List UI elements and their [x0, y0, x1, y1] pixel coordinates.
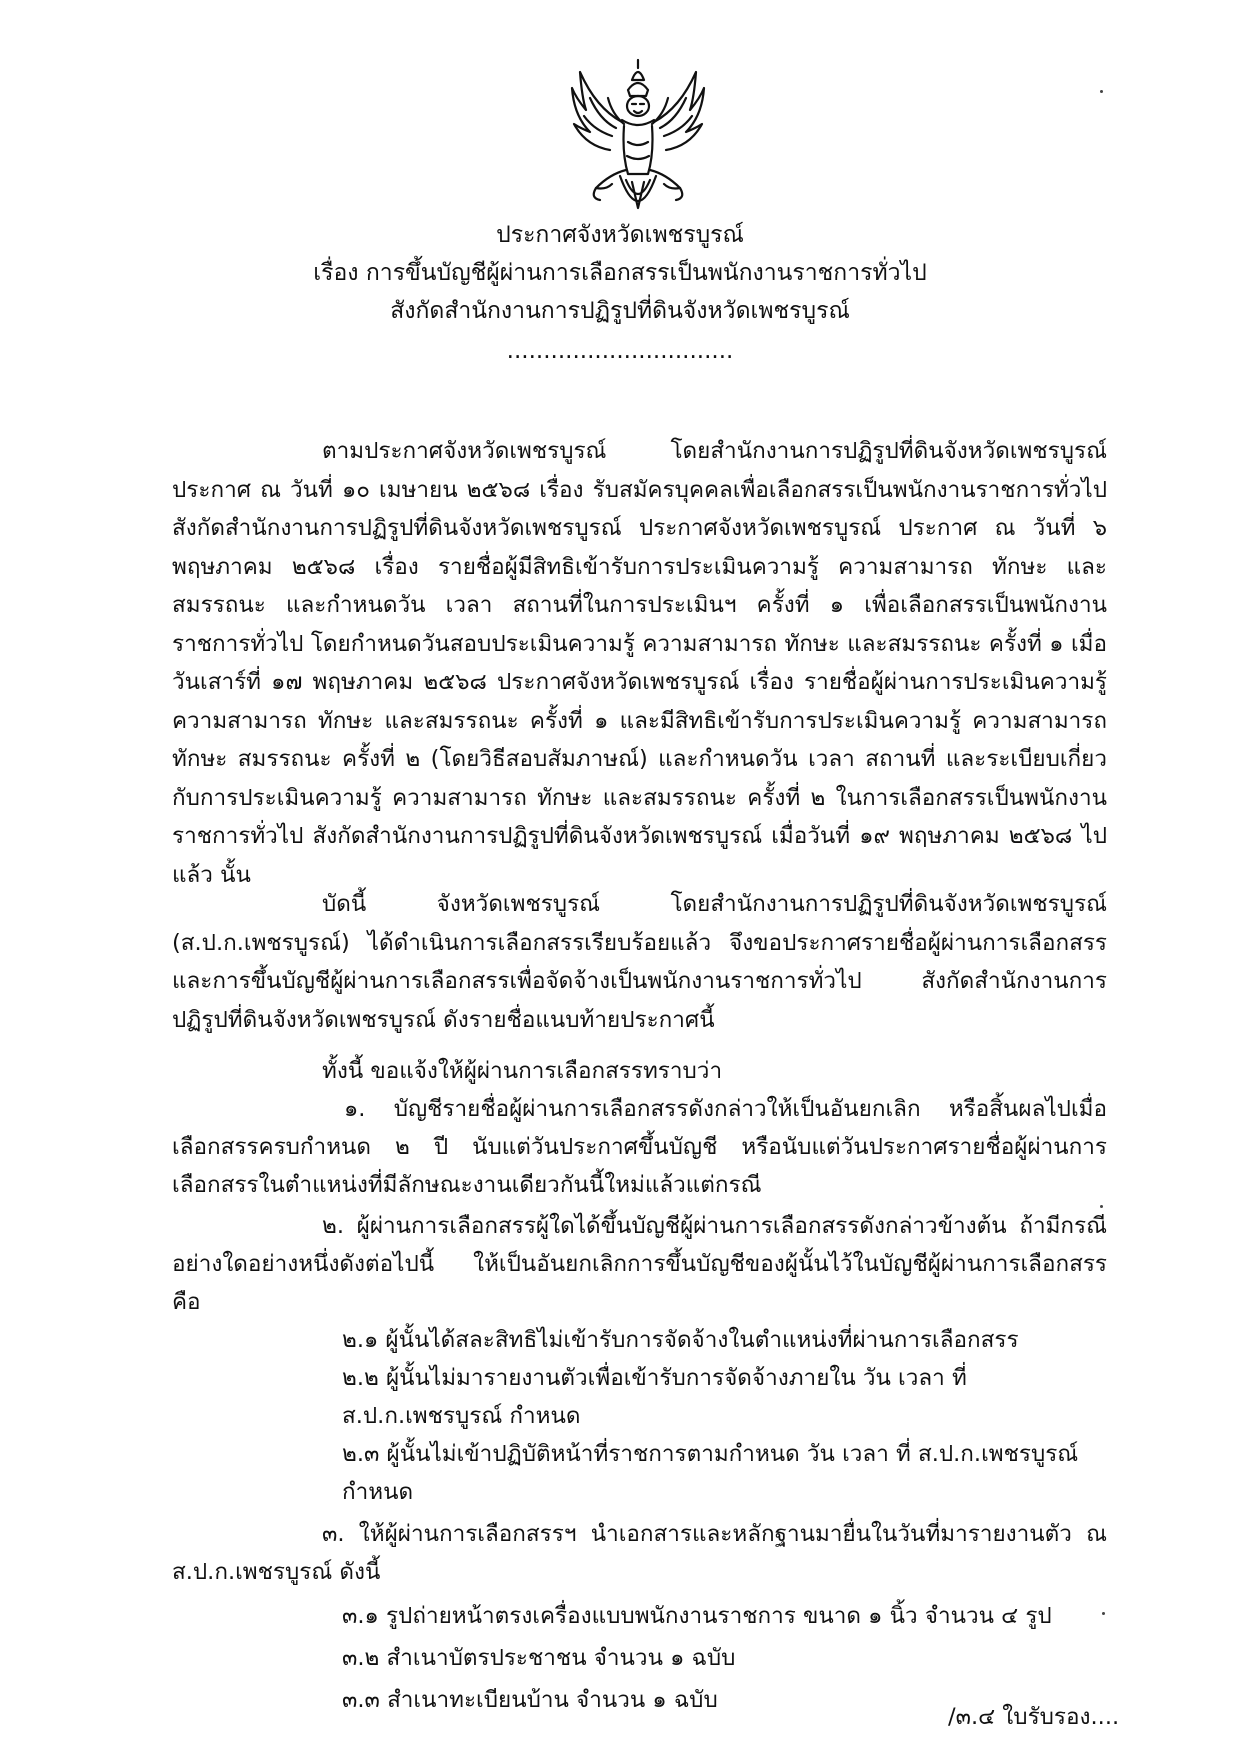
paragraph-background: ตามประกาศจังหวัดเพชรบูรณ์ โดยสำนักงานการปฏิรูปที่ดินจังหวัดเพชรบูรณ์ ประกาศ ณ วันที่ ๑๐ เมษายน ๒๕๖๘ เรื่อง รับสมัครบุคคลเพื่อเลือกสรรเป็นพนักงานราชการทั่วไป สังกัดสำนักงานการปฏิรูปที่ดินจังหวัดเพชรบูรณ์ ประกาศจังหวัดเพชรบูรณ์ ประกาศ ณ วันที่ ๖ พฤษภาคม ๒๕๖๘ เรื่อง รายชื่อผู้มีสิทธิเข้ารับการประเมินความรู้ ความสามารถ ทักษะ และสมรรถนะ และกำหนดวัน เวลา สถานที่ในการประเมินฯ ครั้งที่ ๑ เพื่อเลือกสรรเป็นพนักงานราชการทั่วไป โดยกำหนดวันสอบประเมินความรู้ ความสามารถ ทักษะ และสมรรถนะ ครั้งที่ ๑ เมื่อวันเสาร์ที่ ๑๗ พฤษภาคม ๒๕๖๘ ประกาศจังหวัดเพชรบูรณ์ เรื่อง รายชื่อผู้ผ่านการประเมินความรู้ ความสามารถ ทักษะ และสมรรถนะ ครั้งที่ ๑ และมีสิทธิเข้ารับการประเมินความรู้ ความสามารถ ทักษะ สมรรถนะ ครั้งที่ ๒ (โดยวิธีสอบสัมภาษณ์) และกำหนดวัน เวลา สถานที่ และระเบียบเกี่ยวกับการประเมินความรู้ ความสามารถ ทักษะ และสมรรถนะ ครั้งที่ ๒ ในการเลือกสรรเป็นพนักงานราชการทั่วไป สังกัดสำนักงานการปฏิรูปที่ดินจังหวัดเพชรบูรณ์ เมื่อวันที่ ๑๙ พฤษภาคม ๒๕๖๘ ไปแล้ว นั้น — [172, 438, 1107, 888]
notice-item-3: ๓. ให้ผู้ผ่านการเลือกสรรฯ นำเอกสารและหลักฐานมายื่นในวันที่มารายงานตัว ณ ส.ป.ก.เพชรบูรณ์ ดังนี้ — [172, 1521, 1107, 1585]
scan-speck — [1100, 1205, 1103, 1208]
announcement-title: ประกาศจังหวัดเพชรบูรณ์ — [496, 222, 744, 248]
notice-item-1: ๑. บัญชีรายชื่อผู้ผ่านการเลือกสรรดังกล่าวให้เป็นอันยกเลิก หรือสิ้นผลไปเมื่อเลือกสรรครบกำหนด ๒ ปี นับแต่วันประกาศขึ้นบัญชี หรือนับแต่วันประกาศรายชื่อผู้ผ่านการเลือกสรรในตำแหน่งที่มีลักษณะงานเดียวกันนี้ใหม่แล้วแต่กรณี — [172, 1096, 1107, 1198]
garuda-emblem-icon — [566, 58, 710, 226]
notice-item-3-3: ๓.๓ สำเนาทะเบียนบ้าน จำนวน ๑ ฉบับ — [342, 1687, 718, 1713]
header-separator: ............................... — [506, 338, 734, 364]
continuation-note: /๓.๔ ใบรับรอง.... — [948, 1704, 1120, 1730]
scan-speck — [1102, 1612, 1105, 1615]
announcement-agency: สังกัดสำนักงานการปฏิรูปที่ดินจังหวัดเพชรบูรณ์ — [390, 298, 850, 324]
scan-speck — [1100, 90, 1103, 93]
paragraph-announcement: บัดนี้ จังหวัดเพชรบูรณ์ โดยสำนักงานการปฏิรูปที่ดินจังหวัดเพชรบูรณ์ (ส.ป.ก.เพชรบูรณ์) ได้ดำเนินการเลือกสรรเรียบร้อยแล้ว จึงขอประกาศรายชื่อผู้ผ่านการเลือกสรรและการขึ้นบัญชีผู้ผ่านการเลือกสรรเพื่อจัดจ้างเป็นพนักงานราชการทั่วไป สังกัดสำนักงานการปฏิรูปที่ดินจังหวัดเพชรบูรณ์ ดังรายชื่อแนบท้ายประกาศนี้ — [172, 891, 1107, 1033]
notice-item-2-2: ๒.๒ ผู้นั้นไม่มารายงานตัวเพื่อเข้ารับการจัดจ้างภายใน วัน เวลา ที่ ส.ป.ก.เพชรบูรณ์ กำหนด — [342, 1365, 967, 1429]
announcement-subject: เรื่อง การขึ้นบัญชีผู้ผ่านการเลือกสรรเป็นพนักงานราชการทั่วไป — [313, 260, 927, 286]
notice-item-2: ๒. ผู้ผ่านการเลือกสรรผู้ใดได้ขึ้นบัญชีผู้ผ่านการเลือกสรรดังกล่าวข้างต้น ถ้ามีกรณีอย่างใดอย่างหนึ่งดังต่อไปนี้ ให้เป็นอันยกเลิกการขึ้นบัญชีของผู้นั้นไว้ในบัญชีผู้ผ่านการเลือกสรร คือ — [172, 1213, 1107, 1315]
notice-item-2-1: ๒.๑ ผู้นั้นได้สละสิทธิไม่เข้ารับการจัดจ้างในตำแหน่งที่ผ่านการเลือกสรร — [342, 1327, 1019, 1353]
notice-item-3-1: ๓.๑ รูปถ่ายหน้าตรงเครื่องแบบพนักงานราชการ ขนาด ๑ นิ้ว จำนวน ๔ รูป — [342, 1603, 1052, 1629]
notice-item-3-2: ๓.๒ สำเนาบัตรประชาชน จำนวน ๑ ฉบับ — [342, 1645, 736, 1671]
notice-intro: ทั้งนี้ ขอแจ้งให้ผู้ผ่านการเลือกสรรทราบว่า — [322, 1058, 723, 1084]
notice-item-2-3: ๒.๓ ผู้นั้นไม่เข้าปฏิบัติหน้าที่ราชการตามกำหนด วัน เวลา ที่ ส.ป.ก.เพชรบูรณ์ กำหนด — [342, 1441, 1079, 1505]
notice-section — [172, 1052, 1107, 1719]
